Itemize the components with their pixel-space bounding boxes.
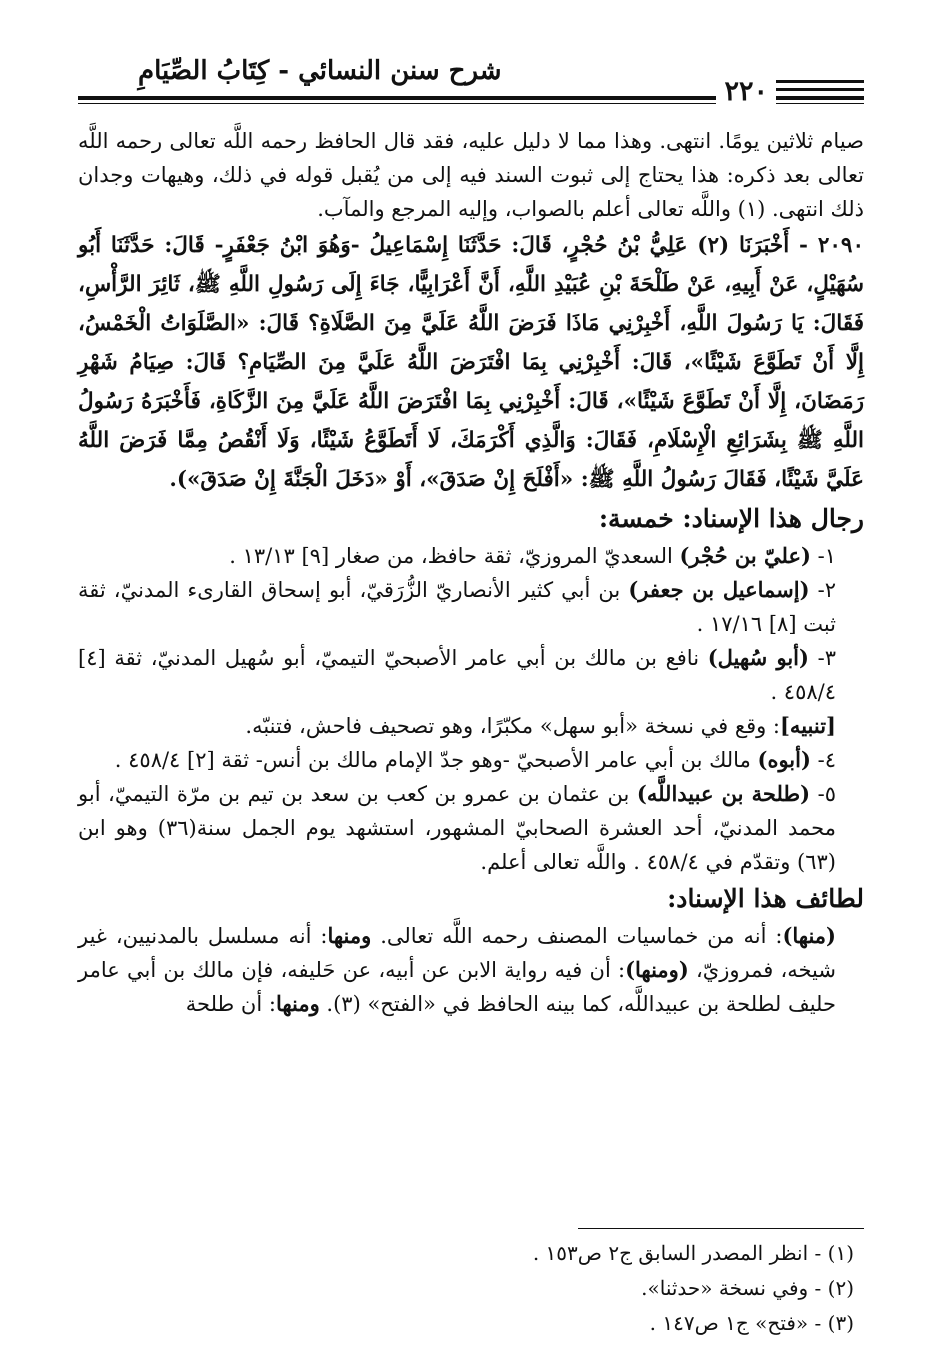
- narrator-item: [78, 777, 864, 879]
- lataif-text: : أن طلحة: [185, 992, 276, 1016]
- rijal-heading: رجال هذا الإسناد: خمسة:: [598, 504, 864, 533]
- lataif-text: : أنه مسلسل بالمدنيين، غير شيخه، فمروزيّ،: [78, 924, 836, 982]
- lataif-paragraph: [78, 919, 864, 1021]
- narrator-name: (عليّ بن حُجْر): [679, 543, 811, 568]
- narrator-number: ٥-: [817, 782, 837, 806]
- lataif-marker: (ومنها): [625, 957, 689, 982]
- lataif-text: : أن فيه رواية الابن عن أبيه، عن حَليفه، فإن مالك بن أبي عامر حليف لطلحة بن عبيداللَّه، كما بينه الحافظ في «الفتح» (٣).: [78, 958, 836, 1016]
- lataif-text: : أنه من خماسيات المصنف رحمه اللَّه تعالى.: [371, 924, 783, 948]
- running-header: [78, 50, 864, 110]
- lataif-marker: ومنها: [275, 991, 320, 1016]
- lataif-marker: ومنها: [327, 923, 372, 948]
- narrator-name: (طلحة بن عبيداللَّه): [636, 781, 811, 806]
- page-number: ٢٢٠: [716, 76, 776, 107]
- narrator-item: [78, 539, 864, 573]
- narrator-item: [78, 573, 864, 641]
- narrator-number: ١-: [817, 544, 836, 568]
- narrator-number: ٤-: [817, 748, 836, 772]
- narrator-name: (أبوه): [757, 747, 811, 772]
- narrator-text: مالك بن أبي عامر الأصبحيّ -وهو جدّ الإمام مالك بن أنس- ثقة [٢] ٤٥٨/٤ .: [114, 748, 758, 772]
- narrator-name: (أبو سُهيل): [707, 645, 809, 670]
- footnote-rule: [578, 1228, 864, 1229]
- footnote: (٣) - «فتح» ج١ ص١٤٧ .: [649, 1311, 854, 1335]
- note-text: : وقع في نسخة «أبو سهل» مكبّرًا، وهو تصحيف فاحش، فتنبّه.: [245, 714, 780, 738]
- lataif-marker: (منها): [782, 923, 836, 948]
- footnote: (٢) - وفي نسخة «حدثنا».: [641, 1276, 854, 1300]
- narrator-number: ٣-: [817, 646, 836, 670]
- header-rule-mid: [774, 88, 864, 91]
- intro-paragraph: صيام ثلاثين يومًا. انتهى. وهذا مما لا دليل عليه، فقد قال الحافظ رحمه اللَّه تعالى رحمه اللَّه تعالى بعد ذكره: هذا يحتاج إلى ثبوت السند فيه إلى من يُقبل قوله في ذلك، وهيهات وجدان ذلك انتهى. (١) واللَّه تعالى أعلم بالصواب، وإليه المرجع والمآب.: [78, 129, 864, 221]
- hadith-text: ٢٠٩٠ - أَخْبَرَنَا (٢) عَلِيُّ بْنُ حُجْرٍ، قَالَ: حَدَّثَنَا إِسْمَاعِيلُ -وَهُوَ ابْنُ جَعْفَرٍ- قَالَ: حَدَّثَنَا أَبُو سُهَيْلٍ، عَنْ أَبِيهِ، عَنْ طَلْحَةَ بْنِ عُبَيْدِ اللَّهِ، أَنَّ أَعْرَابِيًّا، جَاءَ إِلَى رَسُولِ اللَّهِ ﷺ، ثَائِرَ الرَّأْسِ، فَقَالَ: يَا رَسُولَ اللَّهِ، أَخْبِرْنِي مَاذَا فَرَضَ اللَّهُ عَلَيَّ مِنَ الصَّلَاةِ؟ قَالَ: «الصَّلَوَاتُ الْخَمْسُ، إِلَّا أَنْ تَطَوَّعَ شَيْئًا»، قَالَ: أَخْبِرْنِي بِمَا افْتَرَضَ اللَّهُ عَلَيَّ مِنَ الصِّيَامِ؟ قَالَ: صِيَامُ شَهْرِ رَمَضَانَ، إِلَّا أَنْ تَطَوَّعَ شَيْئًا»، قَالَ: أَخْبِرْنِي بِمَا افْتَرَضَ اللَّهُ عَلَيَّ مِنَ الزَّكَاةِ، فَأَخْبَرَهُ رَسُولُ اللَّهِ ﷺ بِشَرَائِعِ الْإِسْلَامِ، فَقَالَ: وَالَّذِي أَكْرَمَكَ، لَا أَتَطَوَّعُ شَيْئًا، وَلَا أَنْقُصُ مِمَّا فَرَضَ اللَّهُ عَلَيَّ شَيْئًا، فَقَالَ رَسُولُ اللَّهِ ﷺ: «أَفْلَحَ إِنْ صَدَقَ»، أَوْ «دَخَلَ الْجَنَّةَ إِنْ صَدَقَ»).: [78, 233, 865, 492]
- note-item: [78, 709, 864, 743]
- narrator-text: السعديّ المروزيّ، ثقة حافظ، من صغار [٩] ١٣/١٣ .: [229, 544, 680, 568]
- narrator-text: بن عثمان بن عمرو بن كعب بن سعد بن تيم بن مرّة التيميّ، أبو محمد المدنيّ، أحد العشرة الصحابيّ المشهور، استشهد يوم الجمل سنة(٣٦) وهو ابن (٦٣) وتقدّم في ٤٥٨/٤ . واللَّه تعالى أعلم.: [78, 782, 836, 874]
- narrator-text: بن أبي كثير الأنصاريّ الزُّرَقيّ، أبو إسحاق القارىء المدنيّ، ثقة ثبت [٨] ١٧/١٦ .: [78, 578, 836, 636]
- note-label: [تنبيه]: [780, 713, 836, 738]
- header-rule-top: [774, 80, 864, 83]
- narrator-item: [78, 743, 864, 777]
- narrator-name: (إسماعيل بن جعفر): [628, 577, 810, 602]
- narrator-item: [78, 641, 864, 709]
- narrator-text: نافع بن مالك بن أبي عامر الأصبحيّ التيميّ، أبو سُهيل المدنيّ، ثقة [٤] ٤٥٨/٤ .: [78, 646, 836, 704]
- lataif-heading: لطائف هذا الإسناد:: [667, 884, 864, 913]
- footnote: (١) - انظر المصدر السابق ج٢ ص١٥٣ .: [532, 1241, 854, 1265]
- header-title: شرح سنن النسائي - كِتَابُ الصِّيَامِ: [138, 56, 502, 86]
- main-text: [78, 124, 864, 1021]
- narrator-number: ٢-: [817, 578, 836, 602]
